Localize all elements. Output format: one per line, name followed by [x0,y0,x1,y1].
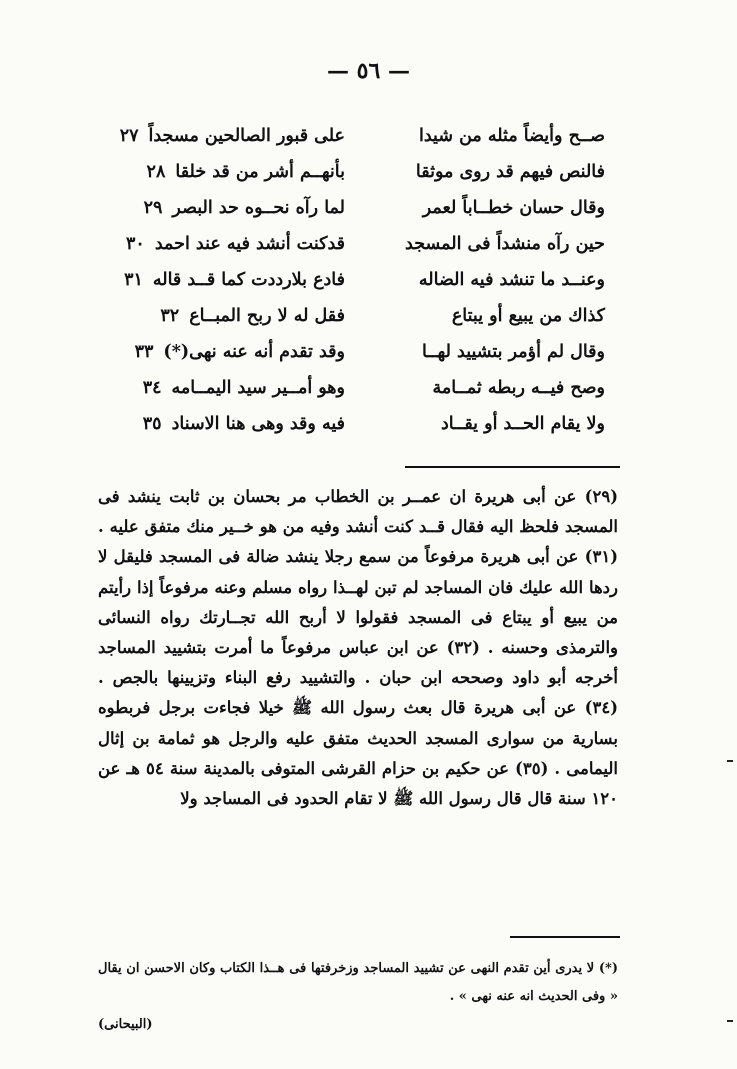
commentary-notes [98,482,618,814]
verse-first-hemistich: وصح فيــه ربطه ثمــامة [432,378,605,398]
verse-number: ٣٣ [134,342,154,362]
footnote-text: (*) لا يدرى أين تقدم النهى عن تشييد المساجد وزخرفتها فى هــذا الكتاب وكان الاحسن ان يقال « وفى الحديث انه عنه نهى » . [98,961,618,1004]
verse-row [95,190,605,226]
verse-text: فادع بلارددت كما قــد قاله [152,270,345,290]
commentary-text: (٢٩) عن أبى هريرة ان عمــر بن الخطاب مر بحسان بن ثابت ينشد فى المسجد فلحظ اليه فقال قــد كنت أنشد وفيه من هو خــير منك متفق عليه . (٣١) عن أبى هريرة مرفوعاً من سمع رجلا ينشد ضالة فى المسجد فليقل لا ردها الله عليك فان المساجد لم تبن لهــذا رواه مسلم وعنه مرفوعاً إذا رأيتم من يبيع أو يبتاع فى المسجد فقولوا لا أربح الله تجــارتك رواه النسائى والترمذى وحسنه . (٣٢) عن ابن عباس مرفوعاً ما أمرت بتشييد المساجد أخرجه أبو داود وصححه ابن حبان . والتشييد رفع البناء وتزيينها بالجص . (٣٤) عن أبى هريرة قال بعث رسول الله ﷺ خيلا فجاءت برجل فربطوه بسارية من سوارى المسجد الحديث متفق عليه والرجل هو ثمامة بن إثال اليمامى . (٣٥) عن حكيم بن حزام القرشى المتوفى بالمدينة سنة ٥٤ هـ عن ١٢٠ سنة قال قال رسول الله ﷺ لا تقام الحدود فى المساجد ولا [98,487,618,809]
verse-number: ٢٨ [146,162,166,182]
section-divider [405,466,620,468]
verse-first-hemistich: وقال حسان خطــاباً لعمر [422,198,605,218]
verse-second-hemistich [95,306,345,326]
verse-text: فيه وقد وهى هنا الاسناد [171,414,345,434]
verse-number: ٣٤ [142,378,162,398]
verse-text: فقل له لا ربح المبــاع [189,306,345,326]
verse-first-hemistich: وعنــد ما تنشد فيه الضاله [418,270,605,290]
verse-row [95,262,605,298]
footnote [98,955,618,1039]
verse-first-hemistich: حين رآه منشداً فى المسجد [405,234,605,254]
verse-number: ٢٩ [143,198,163,218]
verse-text: وقد تقدم أنه عنه نهى(*) [163,342,345,362]
verse-first-hemistich: وقال لم أؤمر بتشييد لهــا [421,342,605,362]
verse-text: بأنهــم أشر من قد خلقا [175,162,345,182]
verse-number: ٣٠ [126,234,145,254]
margin-mark [727,1020,733,1022]
verse-number: ٣٢ [160,306,180,326]
verse-second-hemistich [95,342,345,362]
verse-second-hemistich [95,270,345,290]
verse-second-hemistich [95,414,345,434]
verse-row [95,298,605,334]
verse-second-hemistich [95,378,345,398]
page-number: — ٥٦ — [327,58,410,84]
verse-first-hemistich: كذاك من يبيع أو يبتاع [451,306,605,326]
verse-first-hemistich: صــح وأيضاً مثله من شيدا [419,126,605,146]
verse-second-hemistich [95,234,345,254]
verse-row [95,334,605,370]
verse-number: ٢٧ [119,126,139,146]
verse-row [95,118,605,154]
verse-first-hemistich: فالنص فيهم قد روى موثقا [415,162,605,182]
verse-second-hemistich [95,198,345,218]
margin-mark [727,760,733,762]
footnote-signature: (البيحانى) [98,1017,153,1032]
verse-first-hemistich: ولا يقام الحــد أو يقــاد [440,414,605,434]
verse-text: وهو أمــير سيد اليمــامه [171,378,345,398]
verse-row [95,226,605,262]
verse-number: ٣٥ [142,414,162,434]
verse-number: ٣١ [124,270,143,290]
verse-text: على قبور الصالحين مسجداً [148,126,345,146]
verse-row [95,406,605,442]
verse-text: قدكنت أنشد فيه عند احمد [154,234,345,254]
verse-text: لما رآه نحــوه حد البصر [172,198,345,218]
verse-second-hemistich [95,126,345,146]
verse-row [95,370,605,406]
verse-second-hemistich [95,162,345,182]
verse-row [95,154,605,190]
footnote-divider [510,936,620,938]
verse-table [95,118,605,442]
